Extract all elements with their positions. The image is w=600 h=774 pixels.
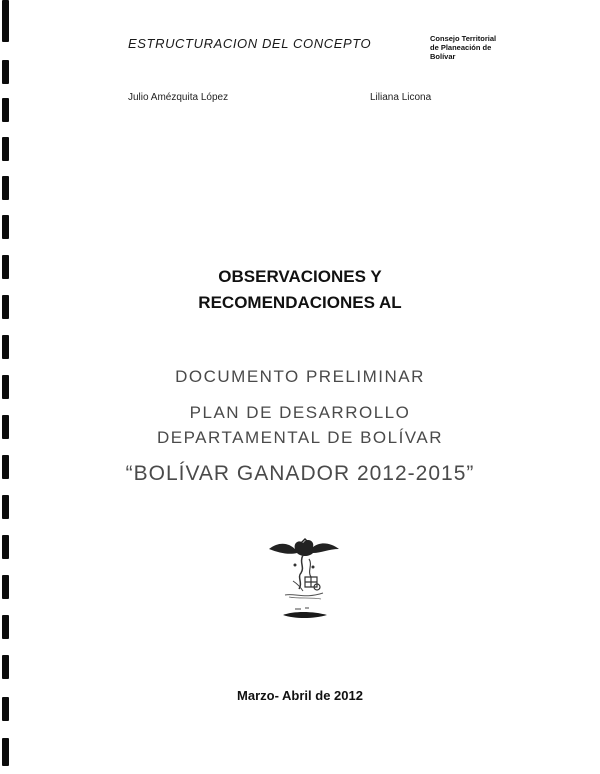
document-date: Marzo- Abril de 2012 <box>237 688 363 703</box>
author-name: Liliana Licona <box>370 92 432 103</box>
binding-hole <box>2 215 9 239</box>
document-subtitle: PLAN DE DESARROLLO <box>189 403 411 422</box>
header-title: ESTRUCTURACION DEL CONCEPTO <box>128 36 372 51</box>
document-subtitle: DOCUMENTO PRELIMINAR <box>175 367 425 386</box>
document-title: OBSERVACIONES Y <box>218 267 382 286</box>
binding-hole <box>2 60 9 84</box>
binding-hole <box>2 535 9 559</box>
document-title: RECOMENDACIONES AL <box>198 293 402 312</box>
binding-hole <box>2 335 9 359</box>
binding-hole <box>2 0 9 42</box>
plan-name: “BOLÍVAR GANADOR 2012-2015” <box>125 462 475 485</box>
council-line: Consejo Territorial <box>430 34 497 43</box>
binding-hole <box>2 495 9 519</box>
council-name <box>430 34 520 61</box>
binding-hole <box>2 738 9 766</box>
bolivar-coat-of-arms-icon <box>265 537 345 629</box>
binding-hole <box>2 615 9 639</box>
binding-hole <box>2 137 9 161</box>
binding-hole <box>2 176 9 200</box>
author-name: Julio Amézquita López <box>128 92 229 103</box>
binding-hole <box>2 98 9 122</box>
binding-hole <box>2 655 9 679</box>
binding-hole <box>2 575 9 599</box>
council-line: Bolívar <box>430 52 456 61</box>
document-subtitle: DEPARTAMENTAL DE BOLÍVAR <box>156 428 444 447</box>
council-line: de Planeación de <box>430 43 492 52</box>
binding-holes <box>0 0 14 774</box>
